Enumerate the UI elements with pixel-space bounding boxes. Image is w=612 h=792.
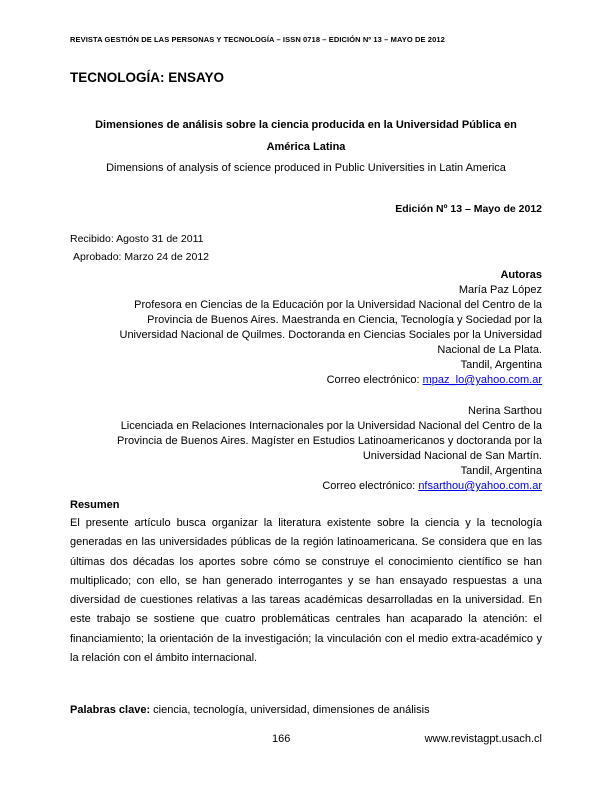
authors-heading: Autoras bbox=[500, 269, 542, 281]
section-label: TECNOLOGÍA: ENSAYO bbox=[70, 70, 225, 85]
author-email-line bbox=[70, 479, 542, 494]
page-number: 166 bbox=[272, 733, 291, 745]
footer-url bbox=[425, 733, 542, 745]
author-bio-line: Profesora en Ciencias de la Educación por la Universidad Nacional del Centro de la bbox=[134, 299, 542, 311]
keywords-text: ciencia, tecnología, universidad, dimensiones de análisis bbox=[150, 704, 430, 716]
author-name: Nerina Sarthou bbox=[468, 405, 542, 417]
journal-url-link[interactable]: www.revistagpt.usach.cl bbox=[424, 733, 542, 745]
received-date: Recibido: Agosto 31 de 2011 bbox=[70, 233, 204, 245]
title-spanish-line1: Dimensiones de análisis sobre la ciencia producida en la Universidad Pública en bbox=[95, 119, 517, 131]
edition-label: Edición Nº 13 – Mayo de 2012 bbox=[395, 203, 542, 215]
spacer bbox=[70, 388, 542, 404]
author-name: María Paz López bbox=[458, 284, 542, 296]
running-head: REVISTA GESTIÓN DE LAS PERSONAS Y TECNOLOGÍA – ISSN 0718 – EDICIÓN Nº 13 – MAYO DE 2012 bbox=[70, 35, 445, 44]
abstract-heading: Resumen bbox=[70, 499, 120, 511]
author-email-link[interactable]: mpaz_lo@yahoo.com.ar bbox=[422, 374, 542, 386]
author-bio-line: Licenciada en Relaciones Internacionales por la Universidad Nacional del Centro de la bbox=[120, 420, 542, 432]
author-bio-line: Provincia de Buenos Aires. Maestranda en Ciencia, Tecnología y Sociedad por la bbox=[147, 314, 542, 326]
title-spanish-line2: América Latina bbox=[266, 141, 346, 153]
author-bio-line: Universidad Nacional de Quilmes. Doctoranda en Ciencias Sociales por la Universidad bbox=[119, 329, 542, 341]
author-email-link[interactable]: nfsarthou@yahoo.com.ar bbox=[418, 480, 542, 492]
author-bio-line: Provincia de Buenos Aires. Magíster en Estudios Latinoamericanos y doctoranda por la bbox=[117, 435, 542, 447]
author-location: Tandil, Argentina bbox=[460, 465, 542, 477]
author-location: Tandil, Argentina bbox=[460, 359, 542, 371]
authors-block bbox=[70, 268, 542, 494]
title-english: Dimensions of analysis of science produced in Public Universities in Latin America bbox=[106, 162, 506, 174]
email-label: Correo electrónico: bbox=[322, 480, 419, 492]
email-label: Correo electrónico: bbox=[326, 374, 423, 386]
author-bio-line: Nacional de La Plata. bbox=[437, 344, 542, 356]
author-bio-line: Universidad Nacional de San Martín. bbox=[362, 450, 542, 462]
author-email-line bbox=[70, 373, 542, 388]
abstract-text: El presente artículo busca organizar la literatura existente sobre la ciencia y la tecnología generadas en las universidades públicas de la región latinoamericana. Se considera que en las últimas dos décadas los aportes sobre cómo se construye el conocimiento científico se han multiplicado; con ello, se han generado interrogantes y se han ensayado respuestas a una diversidad de cuestiones relativas a las tareas académicas desarrolladas en la universidad. En este trabajo se sostiene que cuatro problemáticas centrales han acaparado la atención: el financiamiento; la orientación de la investigación; la vinculación con el medio extra-académico y la relación con el ámbito internacional. bbox=[70, 517, 542, 665]
keywords-label: Palabras clave: bbox=[70, 704, 151, 716]
keywords bbox=[70, 704, 542, 716]
approved-date: Aprobado: Marzo 24 de 2012 bbox=[73, 251, 210, 263]
